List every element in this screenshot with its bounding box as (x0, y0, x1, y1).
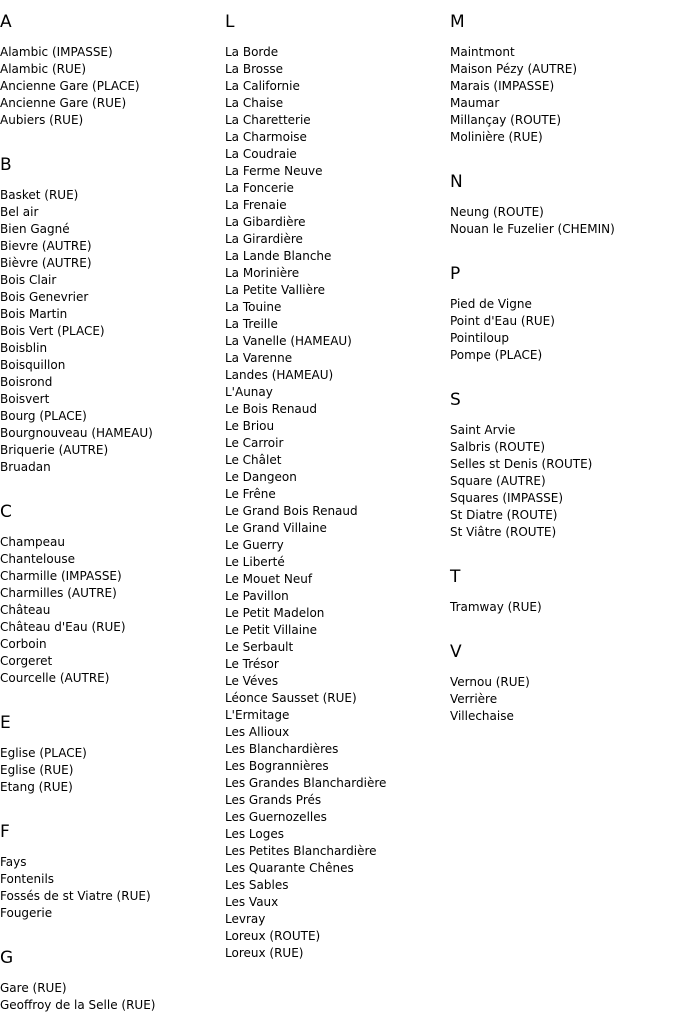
letter-heading: A (0, 12, 12, 32)
street-name: Champeau (0, 535, 65, 549)
street-name: Pompe (PLACE) (450, 348, 543, 362)
letter-heading: S (450, 390, 461, 410)
street-name: Boisquillon (0, 358, 66, 372)
street-name: Charmille (IMPASSE) (0, 569, 122, 583)
street-name: Etang (RUE) (0, 780, 73, 794)
street-name: Les Loges (225, 827, 284, 841)
street-name: Corboin (0, 637, 47, 651)
street-name: La Touine (225, 300, 282, 314)
street-name: Basket (RUE) (0, 188, 79, 202)
street-name: Landes (HAMEAU) (225, 368, 334, 382)
street-name: Le Bois Renaud (225, 402, 318, 416)
street-name: Château d'Eau (RUE) (0, 620, 126, 634)
street-name: Le Mouet Neuf (225, 572, 313, 586)
street-name: Maison Pézy (AUTRE) (450, 62, 578, 76)
street-name: Bruadan (0, 460, 51, 474)
street-name: Marais (IMPASSE) (450, 79, 555, 93)
street-name: Verrière (450, 692, 498, 706)
letter-heading: V (450, 642, 462, 662)
street-name: Geoffroy de la Selle (RUE) (0, 998, 156, 1012)
street-name: Loreux (ROUTE) (225, 929, 321, 943)
street-name: La Gibardière (225, 215, 306, 229)
street-name: Le Guerry (225, 538, 284, 552)
letter-group-e (0, 713, 225, 796)
letter-heading: T (450, 567, 461, 587)
street-name: Léonce Sausset (RUE) (225, 691, 357, 705)
street-name: La Varenne (225, 351, 293, 365)
street-name: Aubiers (RUE) (0, 113, 84, 127)
street-name: St Diatre (ROUTE) (450, 508, 558, 522)
street-name: Le Petit Madelon (225, 606, 325, 620)
street-name: Ancienne Gare (RUE) (0, 96, 127, 110)
street-name: La Foncerie (225, 181, 294, 195)
street-name: Fougerie (0, 906, 53, 920)
street-name: La Charmoise (225, 130, 307, 144)
street-list (450, 44, 675, 146)
street-name: Loreux (RUE) (225, 946, 304, 960)
street-name: Les Blanchardières (225, 742, 339, 756)
street-name: Bourg (PLACE) (0, 409, 87, 423)
street-name: Le Dangeon (225, 470, 297, 484)
street-name: La Charetterie (225, 113, 311, 127)
street-name: Tramway (RUE) (450, 600, 542, 614)
street-name: Château (0, 603, 51, 617)
street-name: Vernou (RUE) (450, 675, 530, 689)
street-name: Le Liberté (225, 555, 285, 569)
street-name: Courcelle (AUTRE) (0, 671, 110, 685)
street-name: Chantelouse (0, 552, 75, 566)
street-name: La Coudraie (225, 147, 297, 161)
letter-heading: F (0, 822, 10, 842)
street-name: Bien Gagné (0, 222, 70, 236)
street-list (450, 422, 675, 541)
street-name: La Girardière (225, 232, 303, 246)
street-name: Les Grands Prés (225, 793, 322, 807)
street-name: Les Allioux (225, 725, 290, 739)
street-name: Le Châlet (225, 453, 282, 467)
street-name: Alambic (IMPASSE) (0, 45, 113, 59)
letter-heading: P (450, 264, 461, 284)
street-name: Les Grandes Blanchardière (225, 776, 387, 790)
letter-heading: G (0, 948, 14, 968)
street-name: Fossés de st Viatre (RUE) (0, 889, 151, 903)
street-list (0, 187, 225, 476)
street-list (0, 44, 225, 129)
street-name: Charmilles (AUTRE) (0, 586, 117, 600)
street-name: Le Grand Bois Renaud (225, 504, 358, 518)
street-name: Nouan le Fuzelier (CHEMIN) (450, 222, 615, 236)
street-name: Maumar (450, 96, 500, 110)
street-name: Le Frêne (225, 487, 276, 501)
street-name: La Vanelle (HAMEAU) (225, 334, 352, 348)
index-column-3 (450, 12, 675, 725)
letter-group-f (0, 822, 225, 922)
street-name: Les Petites Blanchardière (225, 844, 377, 858)
street-name: Le Pavillon (225, 589, 289, 603)
street-name: La Frenaie (225, 198, 287, 212)
street-name: Boisrond (0, 375, 53, 389)
street-name: La Treille (225, 317, 278, 331)
street-list (0, 854, 225, 922)
letter-heading: B (0, 155, 12, 175)
street-name: La Petite Vallière (225, 283, 326, 297)
street-name: La Brosse (225, 62, 283, 76)
letter-heading: L (225, 12, 235, 32)
street-name: Les Quarante Chênes (225, 861, 354, 875)
street-name: Pointiloup (450, 331, 510, 345)
street-name: L'Aunay (225, 385, 273, 399)
street-name: Levray (225, 912, 266, 926)
street-name: Saint Arvie (450, 423, 516, 437)
street-name: Neung (ROUTE) (450, 205, 544, 219)
letter-group-p (450, 264, 675, 364)
index-column-2 (225, 12, 450, 962)
street-name: Fays (0, 855, 27, 869)
street-name: Squares (IMPASSE) (450, 491, 564, 505)
street-name: Maintmont (450, 45, 515, 59)
letter-group-a (0, 12, 225, 129)
street-name: Ancienne Gare (PLACE) (0, 79, 140, 93)
street-name: La Lande Blanche (225, 249, 332, 263)
street-name: Bel air (0, 205, 39, 219)
street-list (450, 599, 675, 616)
street-name: Molinière (RUE) (450, 130, 543, 144)
street-list (0, 745, 225, 796)
street-name: Le Petit Villaine (225, 623, 318, 637)
street-name: Eglise (PLACE) (0, 746, 87, 760)
street-name: Le Serbault (225, 640, 294, 654)
street-name: Boisblin (0, 341, 48, 355)
street-list (0, 980, 225, 1014)
street-name: Bois Genevrier (0, 290, 89, 304)
street-name: La Californie (225, 79, 300, 93)
street-name: Salbris (ROUTE) (450, 440, 546, 454)
street-name: Bois Vert (PLACE) (0, 324, 105, 338)
street-name: Bievre (AUTRE) (0, 239, 92, 253)
street-name: St Viâtre (ROUTE) (450, 525, 557, 539)
street-name: Bièvre (AUTRE) (0, 256, 92, 270)
letter-group-c (0, 502, 225, 687)
letter-group-m (450, 12, 675, 146)
street-name: Villechaise (450, 709, 514, 723)
street-name: Bois Martin (0, 307, 68, 321)
street-list (450, 674, 675, 725)
street-list (0, 534, 225, 687)
letter-group-b (0, 155, 225, 476)
street-list (450, 204, 675, 238)
letter-group-l (225, 12, 450, 962)
street-name: Les Sables (225, 878, 289, 892)
street-name: Le Carroir (225, 436, 284, 450)
street-name: Boisvert (0, 392, 50, 406)
street-name: L'Ermitage (225, 708, 290, 722)
street-list (225, 44, 450, 962)
street-name: Pied de Vigne (450, 297, 532, 311)
street-name: Point d'Eau (RUE) (450, 314, 555, 328)
letter-heading: C (0, 502, 12, 522)
street-name: Bourgnouveau (HAMEAU) (0, 426, 153, 440)
street-name: Bois Clair (0, 273, 57, 287)
letter-heading: M (450, 12, 465, 32)
letter-group-g (0, 948, 225, 1014)
street-name: Le Trésor (225, 657, 279, 671)
street-name: Selles st Denis (ROUTE) (450, 457, 593, 471)
letter-heading: N (450, 172, 463, 192)
street-name: Fontenils (0, 872, 55, 886)
street-name: Le Briou (225, 419, 275, 433)
street-list (450, 296, 675, 364)
letter-group-n (450, 172, 675, 238)
street-name: Square (AUTRE) (450, 474, 546, 488)
street-name: Gare (RUE) (0, 981, 67, 995)
letter-group-t (450, 567, 675, 616)
street-name: Les Vaux (225, 895, 279, 909)
street-name: Le Véves (225, 674, 279, 688)
street-name: Eglise (RUE) (0, 763, 74, 777)
street-name: Millançay (ROUTE) (450, 113, 562, 127)
street-name: Les Guernozelles (225, 810, 327, 824)
street-name: Briquerie (AUTRE) (0, 443, 109, 457)
street-name: Les Bogrannières (225, 759, 329, 773)
letter-group-s (450, 390, 675, 541)
street-name: Le Grand Villaine (225, 521, 327, 535)
letter-group-v (450, 642, 675, 725)
street-name: La Borde (225, 45, 279, 59)
street-name: Corgeret (0, 654, 53, 668)
street-name: La Ferme Neuve (225, 164, 323, 178)
index-column-1 (0, 12, 225, 1014)
street-name: La Chaise (225, 96, 284, 110)
street-name: Alambic (RUE) (0, 62, 87, 76)
street-name: La Morinière (225, 266, 300, 280)
letter-heading: E (0, 713, 11, 733)
